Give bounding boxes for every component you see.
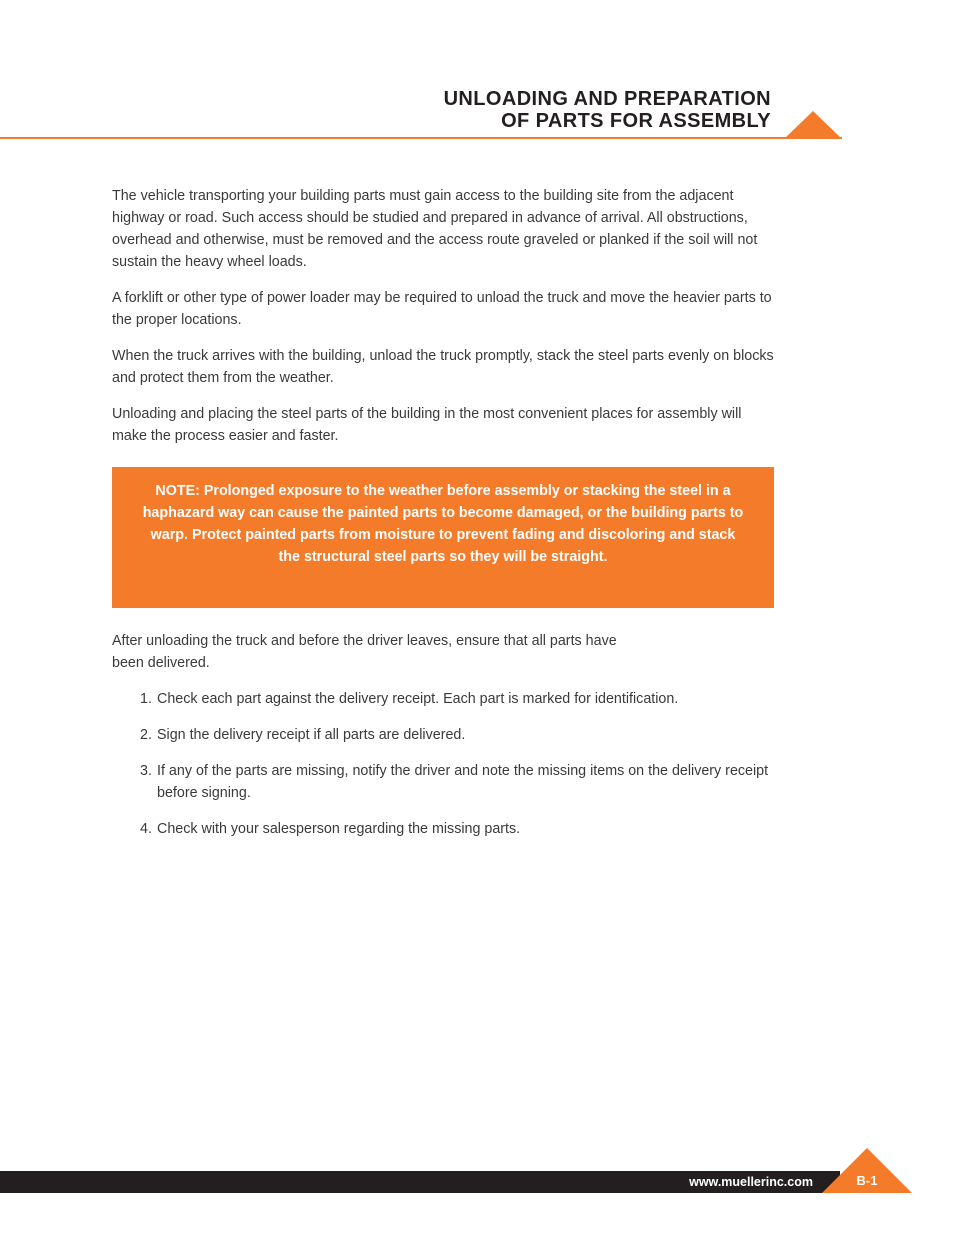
list-item (140, 688, 774, 710)
checklist (112, 688, 774, 840)
paragraph-truck-arrival: When the truck arrives with the building, unload the truck promptly, stack the steel parts evenly on blocks and protect them from the weather. (112, 348, 774, 386)
list-item-text: Check each part against the delivery receipt. Each part is marked for identification. (157, 691, 679, 707)
main-content (112, 185, 774, 854)
page-title (444, 88, 771, 132)
list-item (140, 818, 774, 840)
list-item-number: 3. (140, 763, 152, 779)
paragraph-site-access: The vehicle transporting your building parts must gain access to the building site from the adjacent highway or road. Such access should be studied and prepared in advance of arrival. All obstructions, overhead and otherwise, must be removed and the access route graveled or planked if the soil will not sustain the heavy wheel loads. (112, 188, 758, 270)
paragraph-placement: Unloading and placing the steel parts of the building in the most convenient places for assembly will make the process easier and faster. (112, 406, 742, 444)
paragraph-forklift: A forklift or other type of power loader may be required to unload the truck and move the heavier parts to the proper locations. (112, 290, 772, 328)
list-item (140, 724, 774, 746)
list-item-number: 4. (140, 821, 152, 837)
list-item-text: If any of the parts are missing, notify the driver and note the missing items on the delivery receipt before signing. (157, 763, 769, 801)
list-item-number: 2. (140, 727, 152, 743)
header-rule (0, 137, 842, 139)
page-number: B-1 (856, 1173, 878, 1188)
list-item-number: 1. (140, 691, 152, 707)
paragraph-after-unloading: After unloading the truck and before the driver leaves, ensure that all parts have been delivered. (112, 633, 617, 671)
header-triangle-decoration (784, 111, 842, 139)
list-item (140, 760, 774, 804)
footer-website-link[interactable]: www.muellerinc.com (689, 1175, 813, 1189)
note-text: NOTE: Prolonged exposure to the weather before assembly or stacking the steel in a haphazard way can cause the painted parts to become damaged, or the building parts to warp. Protect painted parts from moisture to prevent fading and discoloring and stack the structural steel parts so they will be straight. (142, 483, 744, 565)
page-title-line-1: UNLOADING AND PREPARATION (443, 88, 771, 110)
page-title-line-2: OF PARTS FOR ASSEMBLY (501, 110, 771, 132)
list-item-text: Sign the delivery receipt if all parts are delivered. (157, 727, 466, 743)
note-callout (112, 467, 774, 608)
list-item-text: Check with your salesperson regarding the missing parts. (157, 821, 521, 837)
